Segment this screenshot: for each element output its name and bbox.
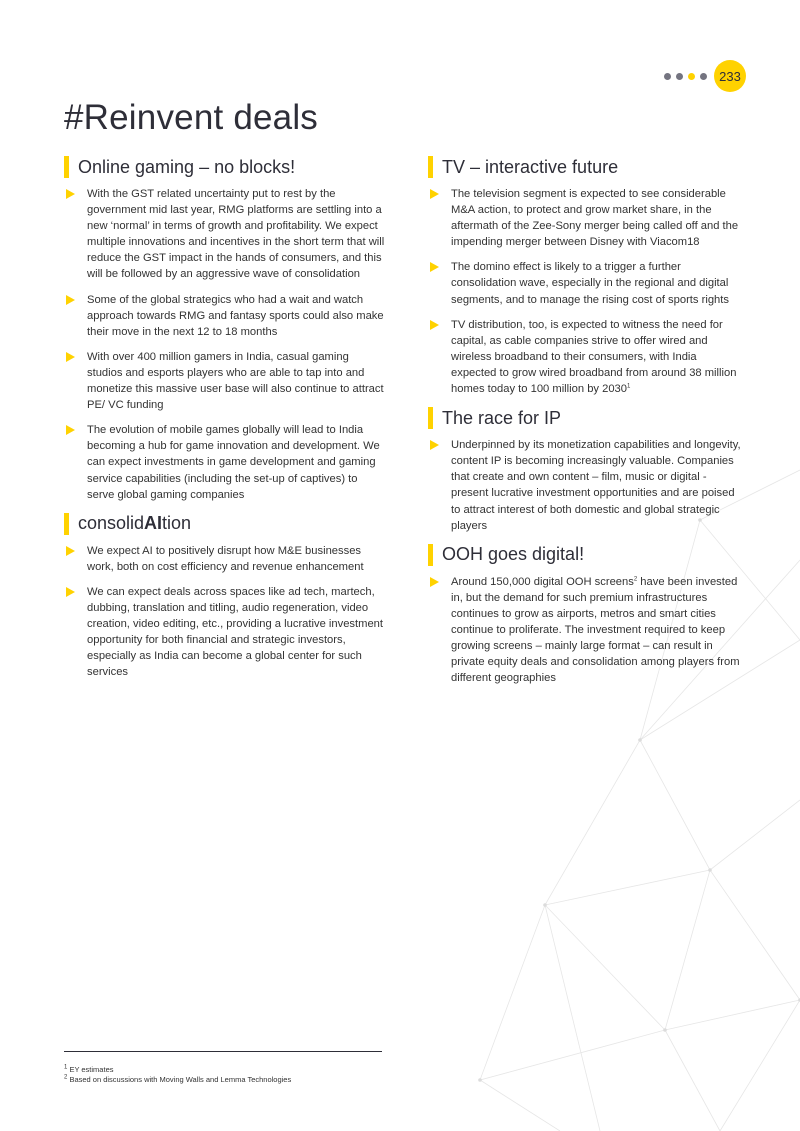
list-item-text: The television segment is expected to see considerable M&A action, to protect and grow market share, in the aftermath of the Zee-Sony merger being called off and the impending merger between Disney with Viacom18 [451,188,739,249]
bullet-arrow-icon [66,352,75,362]
bullet-list [428,574,744,687]
section-ooh [428,544,744,687]
list-item [428,437,744,534]
footnote-divider [64,1051,382,1052]
accent-bar [64,513,69,535]
list-item-text: TV distribution, too, is expected to witness the need for capital, as cable companies strive to offer wired and wireless broadband to their consumers, with India expected to grow wired broadband from around 38 million homes today to 100 million by 2030 [451,318,737,396]
bullet-arrow-icon [430,262,439,272]
page-indicator [664,60,746,92]
accent-bar [428,544,433,566]
footnote-mark: 2 [64,1074,68,1081]
section-title: The race for IP [442,407,562,428]
footnote [64,1075,291,1085]
section-header [428,156,744,178]
section-title: Online gaming – no blocks! [78,156,296,177]
section-header [64,156,386,178]
footnote-text: Based on discussions with Moving Walls and Lemma Technologies [69,1075,292,1084]
bullet-list [64,543,386,681]
list-item-text: With the GST related uncertainty put to rest by the government mid last year, RMG platforms are settling into a new ‘normal’ in terms of growth and profitability. We expect multiple innovations and incentives in the short term that will reduce the GST impact in the hands of consumers, and this will be followed by an aggressive wave of consolidation [87,188,385,281]
bullet-list [428,186,744,397]
section-title: OOH goes digital! [442,544,585,565]
bullet-arrow-icon [430,440,439,450]
list-item-text: With over 400 million gamers in India, casual gaming studios and esports players who are able to tap into and monetize this massive user base will also continue to attract PE/ VC funding [87,350,384,412]
list-item [428,317,744,397]
list-item [428,259,744,307]
footnote [64,1065,291,1075]
footnote-mark: 1 [64,1064,68,1071]
section-header [428,544,744,566]
section-title [78,513,191,534]
list-item [64,543,386,575]
list-item [428,186,744,250]
list-item-text: have been invested in, but the demand for such premium infrastructures continues to grow as airports, metros and smart cities continue to proliferate. The investment required to keep growing screens – mainly large format – can result in private equity deals and consolidation among players from different geographies [451,575,740,685]
list-item [64,292,386,340]
section-online-gaming [64,156,386,503]
accent-bar [428,407,433,429]
title-part: tion [162,513,192,534]
bullet-arrow-icon [430,320,439,330]
list-item-text: The evolution of mobile games globally will lead to India becoming a hub for game innovation and development. We can expect investments in game development and gaming service capabilities (including the set-up of captives) to serve global gaming companies [87,424,380,501]
section-title: TV – interactive future [442,156,619,177]
left-column [64,156,386,690]
list-item-text: Underpinned by its monetization capabilities and longevity, content IP is becoming increasingly valuable. Companies that create and own content – film, music or digital - present lucrative investment opportunities and are poised to attract interest of both domestic and global strategic players [451,439,741,532]
section-tv [428,156,744,397]
section-race-for-ip [428,407,744,534]
page-title: #Reinvent deals [64,98,318,137]
grey-dot-icon [664,73,671,80]
footnote-ref: 2 [633,575,638,582]
list-item [64,186,386,283]
footnotes [64,1065,291,1085]
bullet-arrow-icon [66,546,75,556]
yellow-dot-icon [688,73,695,80]
page-number: 233 [714,60,746,92]
list-item-text: The domino effect is likely to a trigger a further consolidation wave, especially in the regional and digital segments, and to manage the rising cost of sports rights [451,261,729,306]
bullet-arrow-icon [66,425,75,435]
list-item-text: Around 150,000 digital OOH screens [451,575,634,588]
title-part: consolid [78,513,145,534]
section-header [64,513,386,535]
section-consolidaition [64,513,386,681]
bullet-arrow-icon [66,587,75,597]
list-item [64,584,386,681]
bullet-arrow-icon [430,577,439,587]
list-item-text: We can expect deals across spaces like ad tech, martech, dubbing, translation and titling, audio regeneration, video creation, video editing, etc., providing a lucrative investment opportunity for both financial and strategic investors, especially as India can become a global center for such services [87,585,384,679]
bullet-arrow-icon [66,189,75,199]
bullet-arrow-icon [430,189,439,199]
list-item-text: Some of the global strategics who had a wait and watch approach towards RMG and fantasy sports could also make their move in the next 12 to 18 months [87,293,384,338]
bullet-list [64,186,386,503]
grey-dot-icon [700,73,707,80]
bullet-arrow-icon [66,295,75,305]
footnote-ref: 1 [627,383,631,390]
bullet-list [428,437,744,534]
list-item-text: We expect AI to positively disrupt how M&E businesses work, both on cost efficiency and revenue enhancement [87,544,364,573]
list-item [428,574,744,687]
accent-bar [428,156,433,178]
right-column [428,156,744,696]
accent-bar [64,156,69,178]
grey-dot-icon [676,73,683,80]
list-item [64,349,386,413]
section-header [428,407,744,429]
title-part-bold: AI [144,513,163,534]
list-item [64,422,386,502]
footnote-text: EY estimates [69,1065,114,1074]
